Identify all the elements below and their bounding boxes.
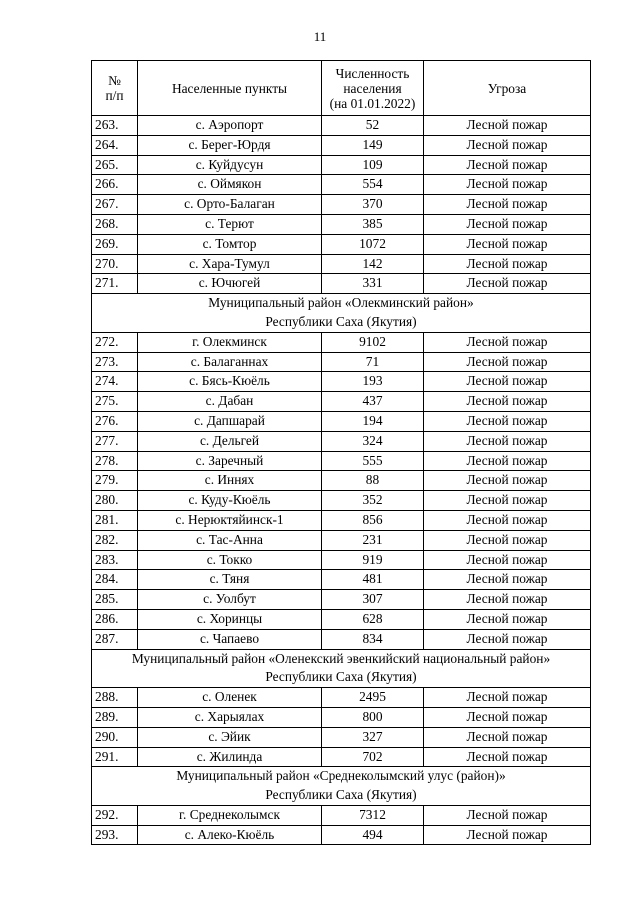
table-row	[92, 214, 591, 234]
row-number: 281.	[92, 510, 138, 530]
table-row	[92, 175, 591, 195]
threat-type: Лесной пожар	[424, 195, 591, 215]
row-number: 280.	[92, 491, 138, 511]
threat-type: Лесной пожар	[424, 332, 591, 352]
place-name: с. Иннях	[138, 471, 322, 491]
population-value: 7312	[322, 805, 424, 825]
table-row	[92, 805, 591, 825]
threat-type: Лесной пожар	[424, 747, 591, 767]
table-row	[92, 135, 591, 155]
population-value: 194	[322, 411, 424, 431]
table-row	[92, 195, 591, 215]
place-name: с. Дапшарай	[138, 411, 322, 431]
row-number: 272.	[92, 332, 138, 352]
population-value: 437	[322, 392, 424, 412]
population-value: 2495	[322, 688, 424, 708]
row-number: 278.	[92, 451, 138, 471]
population-value: 142	[322, 254, 424, 274]
place-name: с. Дабан	[138, 392, 322, 412]
row-number: 283.	[92, 550, 138, 570]
place-name: с. Орто-Балаган	[138, 195, 322, 215]
header-population-line: населения	[343, 80, 402, 96]
threat-type: Лесной пожар	[424, 175, 591, 195]
place-name: с. Уолбут	[138, 590, 322, 610]
threat-type: Лесной пожар	[424, 590, 591, 610]
header-population-line: (на 01.01.2022)	[329, 95, 416, 111]
population-value: 856	[322, 510, 424, 530]
table-row	[92, 727, 591, 747]
population-value: 385	[322, 214, 424, 234]
section-header-row	[92, 767, 591, 806]
row-number: 288.	[92, 688, 138, 708]
population-value: 481	[322, 570, 424, 590]
table-row	[92, 411, 591, 431]
population-value: 554	[322, 175, 424, 195]
row-number: 282.	[92, 530, 138, 550]
row-number: 264.	[92, 135, 138, 155]
threat-type: Лесной пожар	[424, 629, 591, 649]
table-row	[92, 431, 591, 451]
population-value: 88	[322, 471, 424, 491]
table-row	[92, 491, 591, 511]
place-name: с. Жилинда	[138, 747, 322, 767]
row-number: 279.	[92, 471, 138, 491]
section-title-line: Республики Саха (Якутия)	[265, 313, 417, 329]
row-number: 273.	[92, 352, 138, 372]
table-row	[92, 392, 591, 412]
row-number: 265.	[92, 155, 138, 175]
row-number: 270.	[92, 254, 138, 274]
place-name: с. Тяня	[138, 570, 322, 590]
population-value: 702	[322, 747, 424, 767]
table-row	[92, 629, 591, 649]
place-name: с. Хара-Тумул	[138, 254, 322, 274]
row-number: 291.	[92, 747, 138, 767]
row-number: 274.	[92, 372, 138, 392]
threat-type: Лесной пожар	[424, 116, 591, 136]
place-name: с. Эйик	[138, 727, 322, 747]
table-row	[92, 471, 591, 491]
section-title	[92, 294, 591, 333]
row-number: 285.	[92, 590, 138, 610]
table-row	[92, 510, 591, 530]
row-number: 292.	[92, 805, 138, 825]
header-population	[322, 61, 424, 116]
threat-type: Лесной пожар	[424, 688, 591, 708]
threat-type: Лесной пожар	[424, 510, 591, 530]
table-row	[92, 274, 591, 294]
table-row	[92, 254, 591, 274]
row-number: 289.	[92, 707, 138, 727]
place-name: с. Хоринцы	[138, 609, 322, 629]
population-value: 149	[322, 135, 424, 155]
population-value: 555	[322, 451, 424, 471]
section-title-line: Республики Саха (Якутия)	[265, 669, 417, 685]
row-number: 290.	[92, 727, 138, 747]
threat-type: Лесной пожар	[424, 411, 591, 431]
population-value: 352	[322, 491, 424, 511]
population-value: 628	[322, 609, 424, 629]
population-value: 834	[322, 629, 424, 649]
section-title-line: Муниципальный район «Оленекский эвенкийский национальный район»	[131, 650, 551, 666]
threat-type: Лесной пожар	[424, 135, 591, 155]
place-name: с. Заречный	[138, 451, 322, 471]
threat-type: Лесной пожар	[424, 451, 591, 471]
place-name: с. Балаганнах	[138, 352, 322, 372]
section-title	[92, 649, 591, 688]
row-number: 284.	[92, 570, 138, 590]
place-name: с. Берег-Юрдя	[138, 135, 322, 155]
population-value: 800	[322, 707, 424, 727]
place-name: с. Дельгей	[138, 431, 322, 451]
threat-type: Лесной пожар	[424, 254, 591, 274]
row-number: 271.	[92, 274, 138, 294]
row-number: 269.	[92, 234, 138, 254]
header-num	[92, 61, 138, 116]
place-name: с. Терют	[138, 214, 322, 234]
threat-type: Лесной пожар	[424, 214, 591, 234]
place-name: с. Оймякон	[138, 175, 322, 195]
place-name: с. Куду-Кюёль	[138, 491, 322, 511]
header-num-line: п/п	[105, 88, 124, 103]
row-number: 275.	[92, 392, 138, 412]
threat-type: Лесной пожар	[424, 707, 591, 727]
place-name: с. Нерюктяйинск-1	[138, 510, 322, 530]
table-row	[92, 590, 591, 610]
table-row	[92, 550, 591, 570]
place-name: с. Аэропорт	[138, 116, 322, 136]
place-name: с. Харыялах	[138, 707, 322, 727]
table-row	[92, 155, 591, 175]
row-number: 277.	[92, 431, 138, 451]
table-row	[92, 116, 591, 136]
threat-type: Лесной пожар	[424, 805, 591, 825]
table-header-row	[92, 61, 591, 116]
population-value: 71	[322, 352, 424, 372]
section-title-line: Республики Саха (Якутия)	[265, 787, 417, 803]
population-value: 370	[322, 195, 424, 215]
row-number: 267.	[92, 195, 138, 215]
place-name: г. Среднеколымск	[138, 805, 322, 825]
threat-type: Лесной пожар	[424, 550, 591, 570]
table-row	[92, 332, 591, 352]
header-num-line: №	[108, 73, 121, 88]
settlements-table	[91, 60, 591, 845]
table-body	[92, 116, 591, 845]
population-value: 919	[322, 550, 424, 570]
row-number: 293.	[92, 825, 138, 845]
threat-type: Лесной пожар	[424, 471, 591, 491]
population-value: 307	[322, 590, 424, 610]
population-value: 52	[322, 116, 424, 136]
row-number: 266.	[92, 175, 138, 195]
section-title-line: Муниципальный район «Олекминский район»	[208, 295, 474, 311]
threat-type: Лесной пожар	[424, 727, 591, 747]
place-name: с. Чапаево	[138, 629, 322, 649]
threat-type: Лесной пожар	[424, 392, 591, 412]
table-row	[92, 530, 591, 550]
table-row	[92, 352, 591, 372]
table-row	[92, 825, 591, 845]
place-name: с. Тас-Анна	[138, 530, 322, 550]
row-number: 286.	[92, 609, 138, 629]
place-name: с. Алеко-Кюёль	[138, 825, 322, 845]
row-number: 287.	[92, 629, 138, 649]
population-value: 109	[322, 155, 424, 175]
table-row	[92, 609, 591, 629]
threat-type: Лесной пожар	[424, 372, 591, 392]
threat-type: Лесной пожар	[424, 352, 591, 372]
threat-type: Лесной пожар	[424, 570, 591, 590]
place-name: с. Томтор	[138, 234, 322, 254]
population-value: 9102	[322, 332, 424, 352]
row-number: 276.	[92, 411, 138, 431]
place-name: с. Токко	[138, 550, 322, 570]
row-number: 268.	[92, 214, 138, 234]
table-row	[92, 372, 591, 392]
population-value: 327	[322, 727, 424, 747]
section-title-line: Муниципальный район «Среднеколымский улус (район)»	[176, 768, 506, 784]
section-header-row	[92, 649, 591, 688]
threat-type: Лесной пожар	[424, 155, 591, 175]
table-row	[92, 707, 591, 727]
place-name: с. Бясь-Кюёль	[138, 372, 322, 392]
threat-type: Лесной пожар	[424, 274, 591, 294]
population-value: 193	[322, 372, 424, 392]
place-name: с. Оленек	[138, 688, 322, 708]
population-value: 231	[322, 530, 424, 550]
population-value: 324	[322, 431, 424, 451]
page-number: 11	[313, 29, 327, 44]
threat-type: Лесной пожар	[424, 491, 591, 511]
section-header-row	[92, 294, 591, 333]
header-place: Населенные пункты	[138, 61, 322, 116]
header-threat: Угроза	[424, 61, 591, 116]
place-name: с. Куйдусун	[138, 155, 322, 175]
population-value: 494	[322, 825, 424, 845]
threat-type: Лесной пожар	[424, 609, 591, 629]
header-population-line: Численность	[335, 65, 410, 81]
population-value: 331	[322, 274, 424, 294]
table-row	[92, 234, 591, 254]
section-title	[92, 767, 591, 806]
place-name: г. Олекминск	[138, 332, 322, 352]
threat-type: Лесной пожар	[424, 530, 591, 550]
table-row	[92, 747, 591, 767]
table-row	[92, 688, 591, 708]
row-number: 263.	[92, 116, 138, 136]
population-value: 1072	[322, 234, 424, 254]
threat-type: Лесной пожар	[424, 825, 591, 845]
threat-type: Лесной пожар	[424, 431, 591, 451]
table-row	[92, 570, 591, 590]
threat-type: Лесной пожар	[424, 234, 591, 254]
place-name: с. Ючюгей	[138, 274, 322, 294]
table-row	[92, 451, 591, 471]
